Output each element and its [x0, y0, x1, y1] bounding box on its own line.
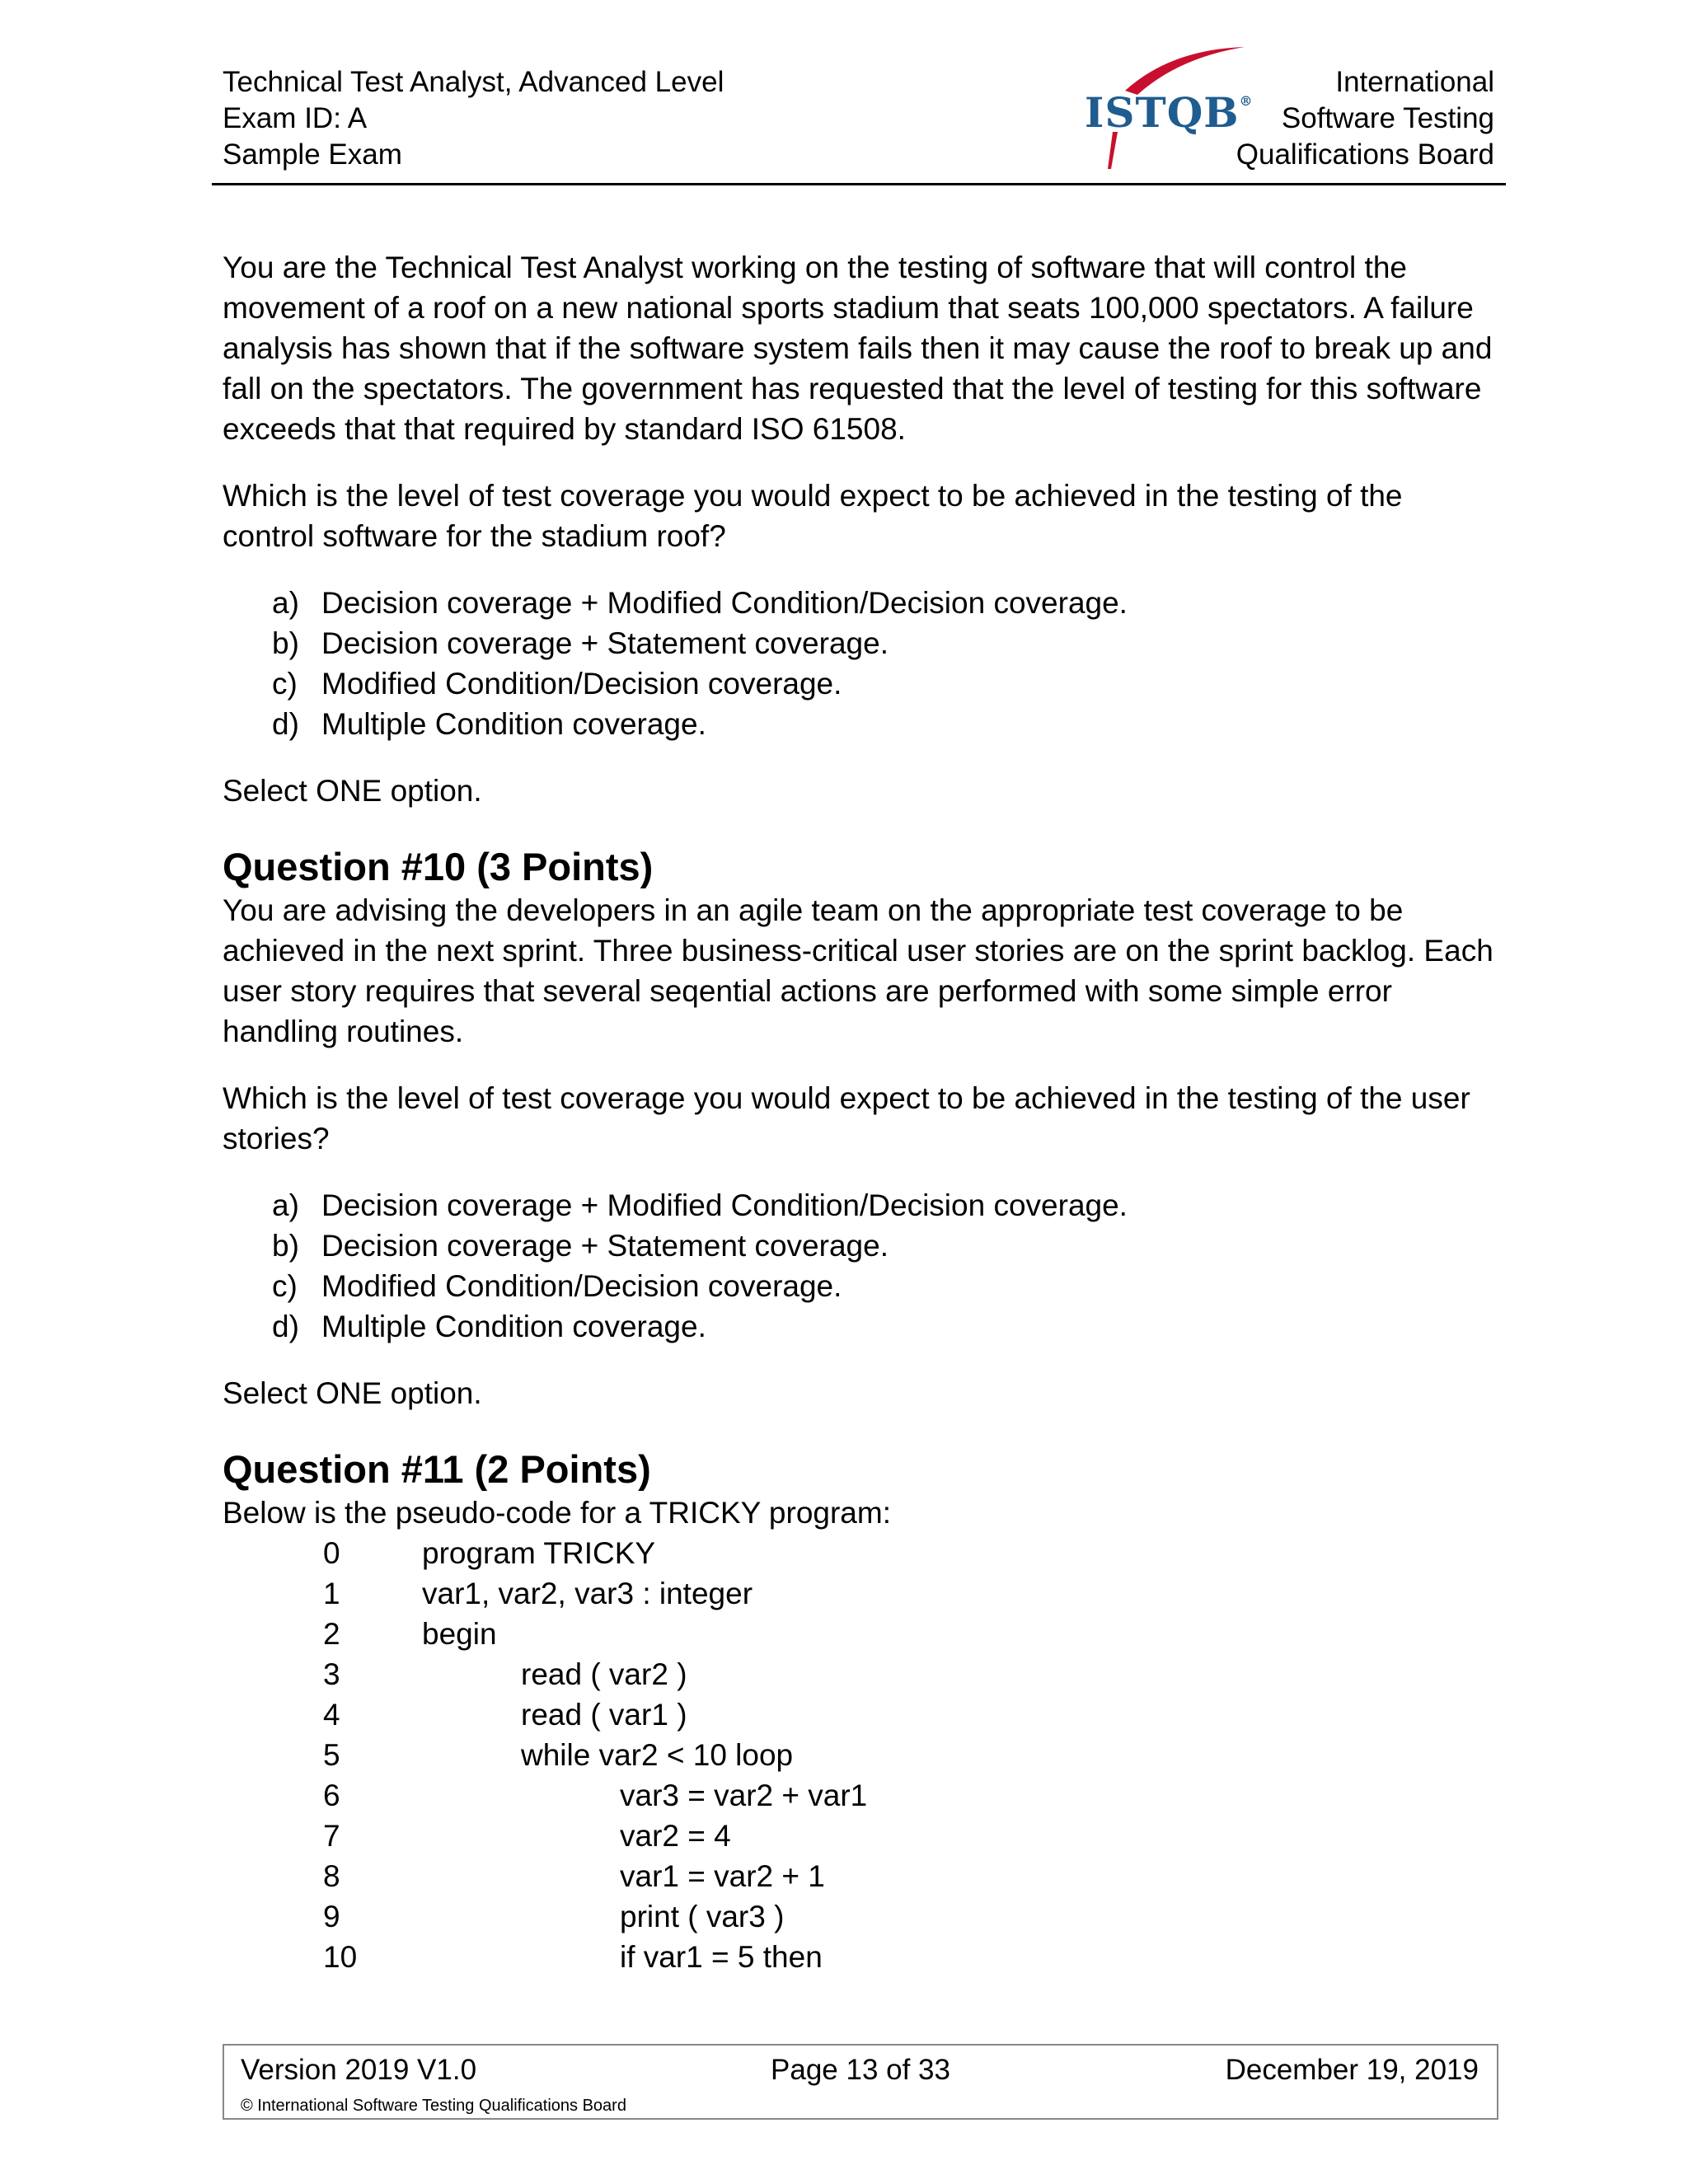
footer-copyright: © International Software Testing Qualifications Board	[241, 2097, 626, 2115]
option-text: Decision coverage + Statement coverage.	[321, 626, 889, 660]
code-line-number: 4	[323, 1698, 340, 1732]
code-line-text: read ( var1 )	[521, 1698, 687, 1732]
footer-version: Version 2019 V1.0	[241, 2054, 477, 2086]
q9-scenario: You are the Technical Test Analyst working on the testing of software that will control the movement of a roof on a new national sports stadium that seats 100,000 spectators. A failure analysis has shown that if the software system fails then it may cause the roof to break up and fall on the spectators. The government has requested that the level of testing for this software exceeds that that required by standard ISO 61508.	[223, 251, 1493, 446]
header-right	[1236, 64, 1494, 173]
code-line	[323, 1775, 1500, 1816]
q11-intro: Below is the pseudo-code for a TRICKY program:	[223, 1496, 891, 1530]
q10-option-c	[272, 1266, 1500, 1306]
option-label: b)	[272, 626, 299, 660]
option-text: Decision coverage + Modified Condition/Decision coverage.	[321, 586, 1128, 620]
option-text: Multiple Condition coverage.	[321, 707, 706, 741]
code-line	[323, 1694, 1500, 1735]
code-line-number: 7	[323, 1819, 340, 1853]
q9-instruction: Select ONE option.	[223, 774, 482, 808]
header-title: Technical Test Analyst, Advanced Level	[223, 66, 724, 98]
code-line	[323, 1856, 1500, 1896]
option-text: Multiple Condition coverage.	[321, 1310, 706, 1343]
q11-heading: Question #11 (2 Points)	[223, 1447, 651, 1491]
code-line	[323, 1573, 1500, 1614]
option-text: Decision coverage + Statement coverage.	[321, 1229, 889, 1263]
code-line-number: 10	[323, 1940, 358, 1974]
q9-options	[272, 583, 1500, 744]
header-divider	[212, 183, 1506, 185]
q10-option-d	[272, 1306, 1500, 1347]
option-text: Modified Condition/Decision coverage.	[321, 667, 842, 701]
q10-option-a	[272, 1185, 1500, 1226]
q9-option-d	[272, 704, 1500, 744]
option-label: d)	[272, 1310, 299, 1343]
code-line-text: var1, var2, var3 : integer	[422, 1577, 753, 1610]
option-label: d)	[272, 707, 299, 741]
code-line	[323, 1937, 1500, 1977]
q9-option-b	[272, 623, 1500, 663]
option-label: c)	[272, 1269, 298, 1303]
code-line-text: begin	[422, 1617, 497, 1651]
code-line-number: 9	[323, 1900, 340, 1933]
header-org-line-1: International	[1335, 66, 1494, 98]
code-line-text: print ( var3 )	[620, 1900, 785, 1933]
option-label: a)	[272, 586, 299, 620]
logo-text: ISTQB	[1085, 88, 1240, 137]
q9-question: Which is the level of test coverage you would expect to be achieved in the testing of the control software for the stadium roof?	[223, 479, 1403, 553]
code-line-text: var2 = 4	[620, 1819, 731, 1853]
footer-date: December 19, 2019	[1225, 2054, 1479, 2086]
code-line	[323, 1816, 1500, 1856]
pseudo-code-listing	[323, 1533, 1500, 1977]
code-line-text: var3 = var2 + var1	[620, 1779, 868, 1812]
code-line-number: 3	[323, 1657, 340, 1691]
code-line	[323, 1735, 1500, 1775]
code-line-number: 0	[323, 1536, 340, 1570]
footer-page-number: Page 13 of 33	[771, 2054, 950, 2086]
code-line-text: var1 = var2 + 1	[620, 1859, 825, 1893]
option-label: c)	[272, 667, 298, 701]
header-org-line-2: Software Testing	[1281, 102, 1494, 134]
code-line	[323, 1533, 1500, 1573]
q10-instruction: Select ONE option.	[223, 1376, 482, 1410]
header-left	[223, 64, 724, 173]
code-line-text: read ( var2 )	[521, 1657, 687, 1691]
q10-heading: Question #10 (3 Points)	[223, 845, 654, 888]
code-line-number: 1	[323, 1577, 340, 1610]
code-line-number: 6	[323, 1779, 340, 1812]
code-line	[323, 1896, 1500, 1937]
header-org-line-3: Qualifications Board	[1236, 138, 1494, 171]
page-content	[223, 247, 1500, 1977]
q10-question: Which is the level of test coverage you would expect to be achieved in the testing of the user stories?	[223, 1081, 1470, 1155]
header-exam-type: Sample Exam	[223, 138, 402, 171]
q10-options	[272, 1185, 1500, 1347]
code-line-text: while var2 < 10 loop	[521, 1738, 794, 1772]
page-footer	[223, 2044, 1498, 2120]
code-line-number: 5	[323, 1738, 340, 1772]
logo-registered-mark: ®	[1239, 93, 1254, 109]
header-exam-id: Exam ID: A	[223, 102, 368, 134]
code-line	[323, 1614, 1500, 1654]
code-line	[323, 1654, 1500, 1694]
code-line-text: if var1 = 5 then	[620, 1940, 823, 1974]
option-text: Decision coverage + Modified Condition/Decision coverage.	[321, 1188, 1128, 1222]
q9-option-c	[272, 663, 1500, 704]
q10-option-b	[272, 1226, 1500, 1266]
code-line-number: 8	[323, 1859, 340, 1893]
q9-option-a	[272, 583, 1500, 623]
option-text: Modified Condition/Decision coverage.	[321, 1269, 842, 1303]
code-line-text: program TRICKY	[422, 1536, 656, 1570]
option-label: a)	[272, 1188, 299, 1222]
istqb-logo	[1080, 45, 1254, 169]
q10-scenario: You are advising the developers in an agile team on the appropriate test coverage to be achieved in the next sprint. Three business-critical user stories are on the sprint backlog. Each user story requires that several seqential actions are performed with some simple error handling routines.	[223, 893, 1493, 1048]
option-label: b)	[272, 1229, 299, 1263]
code-line-number: 2	[323, 1617, 340, 1651]
